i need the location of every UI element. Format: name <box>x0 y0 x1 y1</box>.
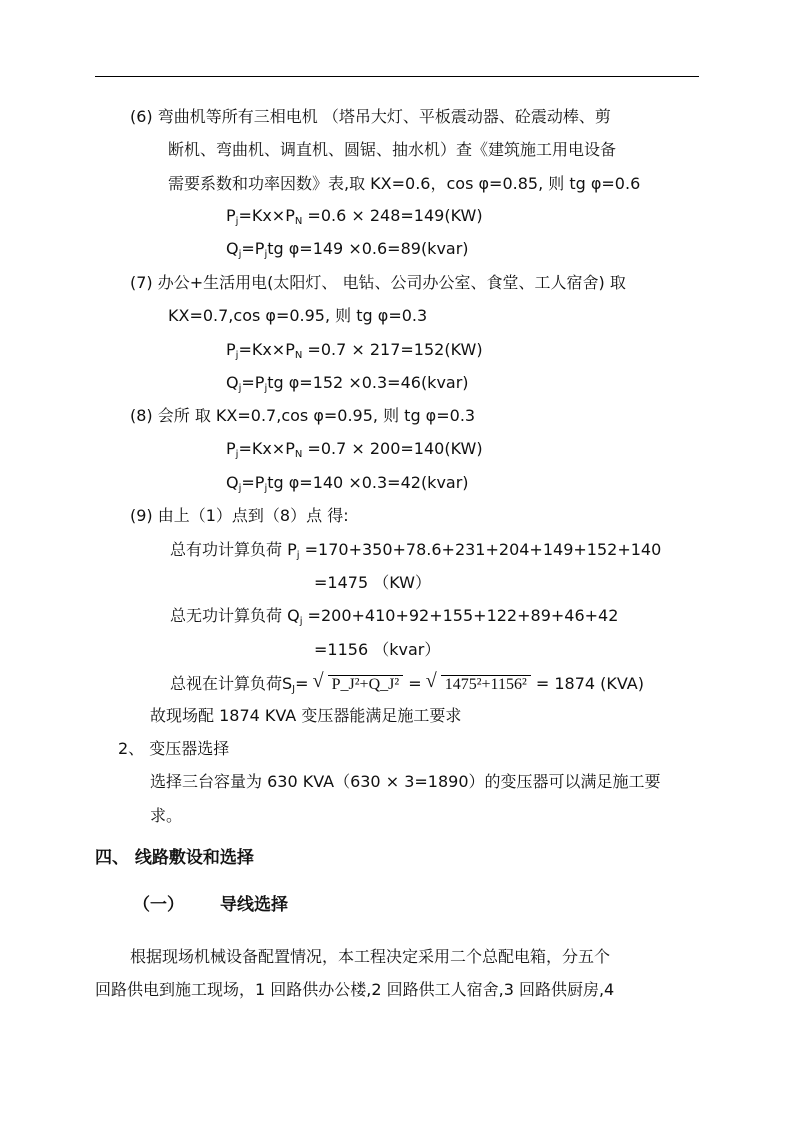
subsection-number <box>133 894 184 916</box>
text-segment: Q <box>226 473 239 492</box>
text-segment: j <box>238 483 242 494</box>
text-segment: 总视在计算负荷S <box>170 674 293 693</box>
text-segment: tg φ=152 ×0.3=46(kvar) <box>267 373 469 392</box>
text-segment: =P <box>241 473 265 492</box>
text-segment: j <box>235 449 239 460</box>
text-segment: 求。 <box>150 806 183 825</box>
text-segment: 总无功计算负荷 Q <box>170 606 300 625</box>
text-segment: 根据现场机械设备配置情况，本工程决定采用二个总配电箱，分五个 <box>130 947 611 966</box>
text-segment: 选择三台容量为 630 KVA（630 × 3=1890）的变压器可以满足施工要 <box>150 772 661 791</box>
total-reactive-load-result <box>314 639 440 661</box>
text-segment: (6) 弯曲机等所有三相电机 （塔吊大灯、平板震动器、砼震动棒、剪 <box>130 107 611 126</box>
text-segment: P <box>226 206 236 225</box>
formula-pj-8 <box>226 438 483 460</box>
item-8-line-1 <box>130 405 475 427</box>
text-segment: j <box>264 249 268 260</box>
square-root-expression: √ P_J²+Q_J² <box>328 675 404 694</box>
text-segment: 需要系数和功率因数》表,取 KX=0.6，cos φ=0.85, 则 tg φ=0.6 <box>168 174 641 193</box>
text-segment: = <box>403 674 427 693</box>
text-segment: 总有功计算负荷 P <box>170 540 297 559</box>
formula-qj-7 <box>226 372 469 394</box>
text-segment: =0.7 × 217=152(KW) <box>302 340 483 359</box>
item-6-line-1 <box>130 106 611 128</box>
body-paragraph-line-1 <box>130 946 610 968</box>
text-segment: N <box>294 216 303 227</box>
item-6-line-3 <box>168 173 640 195</box>
text-segment: 断机、弯曲机、调直机、圆锯、抽水机）查《建筑施工用电设备 <box>168 140 617 159</box>
text-segment: = <box>295 674 314 693</box>
text-segment: Q <box>226 373 239 392</box>
formula-qj-6 <box>226 238 469 260</box>
item-7-line-1 <box>130 272 626 294</box>
text-segment: =0.6 × 248=149(KW) <box>302 206 483 225</box>
text-segment: KX=0.7,cos φ=0.95, 则 tg φ=0.3 <box>168 306 428 325</box>
text-segment: =1156 （kvar） <box>314 640 441 659</box>
formula-pj-7 <box>226 339 483 361</box>
formula-pj-6 <box>226 205 483 227</box>
text-segment: Q <box>226 239 239 258</box>
text-segment: j <box>235 350 239 361</box>
text-segment: =1475 （KW） <box>314 573 431 592</box>
section-2-heading <box>118 738 229 760</box>
text-segment: =P <box>241 239 265 258</box>
text-segment: 故现场配 1874 KVA 变压器能满足施工要求 <box>150 706 462 725</box>
body-paragraph-line-2 <box>95 979 614 1001</box>
text-segment: （一） <box>133 895 184 915</box>
conclusion-line <box>150 705 461 727</box>
text-segment: N <box>294 350 303 361</box>
total-apparent-load <box>170 673 644 695</box>
subsection-title <box>220 894 288 916</box>
text-segment: =P <box>241 373 265 392</box>
text-segment: =0.7 × 200=140(KW) <box>302 439 483 458</box>
text-segment: j <box>264 383 268 394</box>
text-segment: N <box>294 449 303 460</box>
text-segment: 2、 变压器选择 <box>118 739 230 758</box>
text-segment: j <box>235 216 239 227</box>
text-segment: j <box>296 550 300 561</box>
text-segment: =Kx×P <box>238 340 295 359</box>
text-segment: =200+410+92+155+122+89+46+42 <box>302 606 619 625</box>
text-segment: P <box>226 340 236 359</box>
text-segment: 回路供电到施工现场，1 回路供办公楼,2 回路供工人宿舍,3 回路供厨房,4 <box>95 980 615 999</box>
text-segment: (7) 办公+生活用电(太阳灯、 电钻、公司办公室、食堂、工人宿舍) 取 <box>130 273 626 292</box>
total-active-load <box>170 539 661 561</box>
text-segment: (8) 会所 取 KX=0.7,cos φ=0.95, 则 tg φ=0.3 <box>130 406 476 425</box>
total-reactive-load <box>170 605 618 627</box>
square-root-expression: √ 1475²+1156² <box>441 675 531 694</box>
total-active-load-result <box>314 572 431 594</box>
formula-qj-8 <box>226 472 469 494</box>
header-rule <box>95 76 699 77</box>
text-segment: j <box>264 483 268 494</box>
text-segment: 四、 线路敷设和选择 <box>95 848 254 868</box>
transformer-selection-line-2 <box>150 805 182 827</box>
text-segment: j <box>299 616 303 627</box>
text-segment: tg φ=149 ×0.6=89(kvar) <box>267 239 469 258</box>
text-segment: =170+350+78.6+231+204+149+152+140 <box>299 540 662 559</box>
text-segment: (9) 由上（1）点到（8）点 得: <box>130 506 349 525</box>
transformer-selection-line-1 <box>150 771 661 793</box>
text-segment: 导线选择 <box>220 895 288 915</box>
text-segment: J <box>292 684 296 695</box>
text-segment: =Kx×P <box>238 206 295 225</box>
chapter-4-heading <box>95 847 254 869</box>
text-segment: =Kx×P <box>238 439 295 458</box>
item-7-line-2 <box>168 305 427 327</box>
text-segment: j <box>238 383 242 394</box>
item-6-line-2 <box>168 139 616 161</box>
text-segment: = 1874 (KVA) <box>530 674 644 693</box>
item-9-line-1 <box>130 505 349 527</box>
text-segment: tg φ=140 ×0.3=42(kvar) <box>267 473 469 492</box>
text-segment: P <box>226 439 236 458</box>
text-segment: j <box>238 249 242 260</box>
